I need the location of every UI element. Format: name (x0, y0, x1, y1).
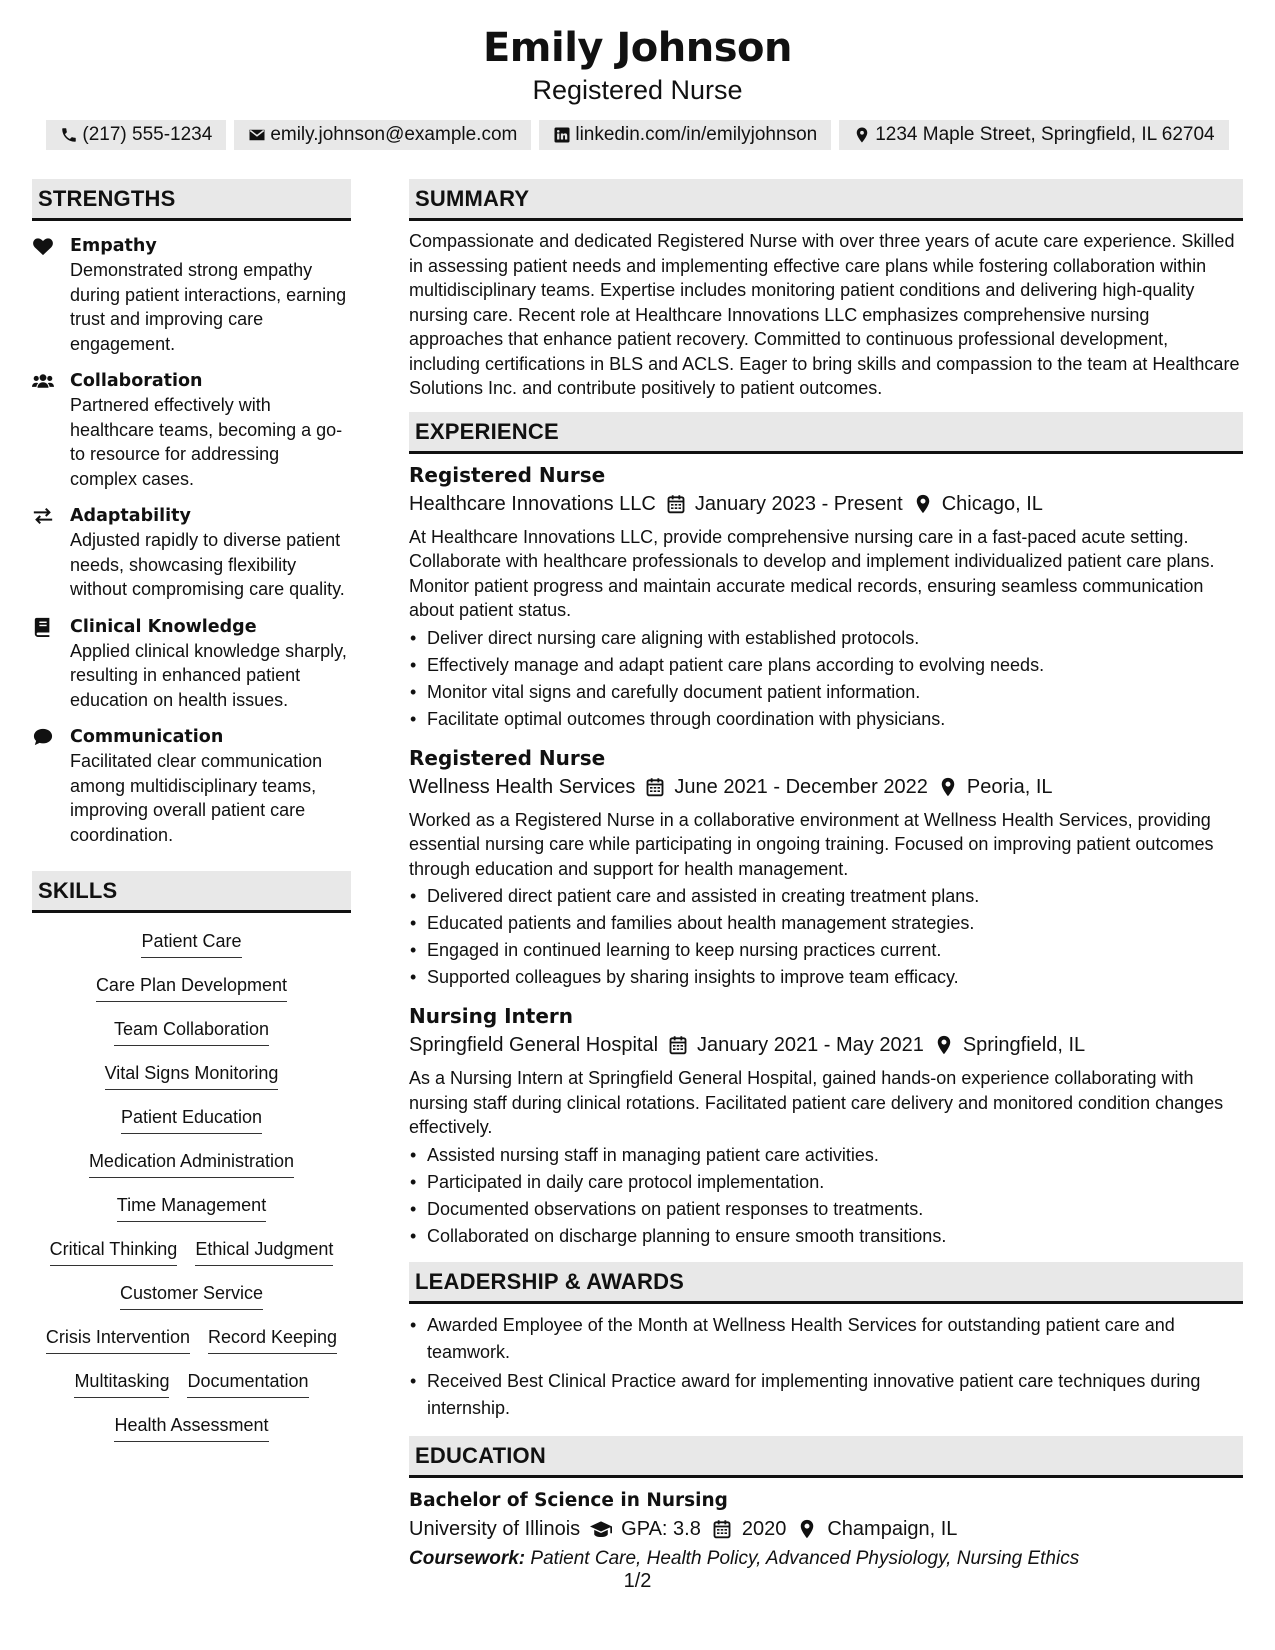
bullet-item: • Collaborated on discharge planning to ensure smooth transitions. (409, 1223, 1243, 1250)
strength-title: Adaptability (70, 506, 191, 526)
bullet-item: • Engaged in continued learning to keep nursing practices current. (409, 937, 1243, 964)
edu-location: Champaign, IL (827, 1517, 958, 1540)
graduation-cap-icon (590, 1519, 612, 1539)
job-dates: June 2021 - December 2022 (674, 775, 928, 798)
awards-heading: LEADERSHIP & AWARDS (409, 1262, 1243, 1304)
awards-list (409, 1312, 1243, 1422)
skill-tag: Multitasking (74, 1369, 169, 1398)
job-dates: January 2021 - May 2021 (697, 1034, 924, 1056)
bullet-item: • Facilitate optimal outcomes through coordination with physicians. (409, 706, 1243, 733)
award-item: • Awarded Employee of the Month at Wellness Health Services for outstanding patient care and teamwork. (409, 1312, 1243, 1366)
skill-tag: Medication Administration (89, 1149, 294, 1178)
skill-tag: Record Keeping (208, 1325, 337, 1354)
strength-item (32, 369, 351, 491)
arrows-exchange-icon (32, 506, 56, 526)
job-title: Registered Nurse (409, 462, 606, 487)
job-location: Chicago, IL (941, 492, 1043, 515)
summary-text: Compassionate and dedicated Registered Nurse with over three years of acute care experience. Skilled in assessing patient needs and implementing effective care plans while fostering collaboration within multidisciplinary teams. Expertise includes monitoring patient conditions and delivering high-quality nursing care. Recent role at Healthcare Innovations LLC emphasizes comprehensive nursing approaches that enhance patient recovery. Committed to continuous professional development, including certifications in BLS and ACLS. Eager to bring skills and compassion to the team at Healthcare Solutions Inc. and contribute positively to patient outcomes. (409, 231, 1240, 398)
job-dates: January 2023 - Present (694, 492, 903, 515)
calendar-icon (666, 494, 686, 514)
skill-tag: Patient Education (121, 1105, 262, 1134)
strength-desc: Demonstrated strong empathy during patient interactions, earning trust and improving care engagement. (70, 260, 347, 354)
skill-tag: Ethical Judgment (195, 1237, 333, 1266)
coursework-list: Patient Care, Health Policy, Advanced Physiology, Nursing Ethics (530, 1547, 1080, 1569)
job-meta (409, 1030, 1243, 1060)
skill-tag: Patient Care (141, 929, 241, 958)
bullet-item: • Assisted nursing staff in managing patient care activities. (409, 1142, 1243, 1169)
job-meta (409, 772, 1243, 802)
strength-title: Clinical Knowledge (70, 616, 257, 637)
strength-desc: Facilitated clear communication among multidisciplinary teams, improving overall patient care coordination. (70, 751, 323, 845)
strength-item (32, 725, 351, 847)
skill-tag: Crisis Intervention (46, 1325, 190, 1354)
bullet-item: • Participated in daily care protocol implementation. (409, 1169, 1243, 1196)
edu-degree: Bachelor of Science in Nursing (409, 1489, 728, 1511)
speech-bubble-icon (32, 727, 56, 747)
job-description: Worked as a Registered Nurse in a collaborative environment at Wellness Health Services, providing essential nursing care while participating in ongoing training. Focused on improving patient outcomes through education and support for health management. (409, 809, 1214, 879)
map-pin-icon (934, 1035, 954, 1055)
bullet-item: • Effectively manage and adapt patient care plans according to evolving needs. (409, 652, 1243, 679)
calendar-icon (645, 777, 665, 797)
strengths-heading: STRENGTHS (32, 179, 351, 221)
education-heading: EDUCATION (409, 1436, 1243, 1478)
contact-phone[interactable] (46, 120, 226, 150)
left-column (32, 179, 351, 1457)
strength-title: Empathy (70, 236, 157, 256)
job-bullets (409, 625, 1243, 733)
contact-bar (0, 120, 1275, 150)
skill-tag: Health Assessment (114, 1413, 268, 1442)
map-pin-icon (938, 777, 958, 797)
strength-desc: Partnered effectively with healthcare teams, becoming a go-to resource for addressing complex cases. (70, 395, 343, 489)
skill-tag: Documentation (187, 1369, 308, 1398)
job-description: As a Nursing Intern at Springfield General Hospital, gained hands-on experience collaborating with nursing staff during clinical rotations. Facilitated patient care delivery and monitored condition changes effectively. (409, 1068, 1224, 1137)
calendar-icon (668, 1035, 688, 1055)
bullet-item: • Educated patients and families about health management strategies. (409, 910, 1243, 937)
address-text: 1234 Maple Street, Springfield, IL 62704 (875, 124, 1215, 145)
envelope-icon (248, 126, 266, 144)
job-entry (409, 1002, 1243, 1250)
strength-item (32, 504, 351, 602)
summary-heading: SUMMARY (409, 179, 1243, 221)
job-company: Springfield General Hospital (409, 1034, 659, 1056)
job-company: Healthcare Innovations LLC (409, 492, 656, 515)
strength-item (32, 615, 351, 713)
job-meta (409, 489, 1243, 519)
linkedin-icon (553, 126, 571, 144)
bullet-item: • Deliver direct nursing care aligning with established protocols. (409, 625, 1243, 652)
phone-icon (60, 126, 78, 144)
map-pin-icon (853, 126, 871, 144)
experience-heading: EXPERIENCE (409, 412, 1243, 454)
skill-tag: Time Management (117, 1193, 266, 1222)
strength-title: Collaboration (70, 371, 203, 391)
bullet-item: • Documented observations on patient responses to treatments. (409, 1196, 1243, 1223)
edu-gpa: GPA: 3.8 (621, 1517, 701, 1540)
map-pin-icon (796, 1519, 818, 1539)
email-text: emily.johnson@example.com (270, 124, 518, 145)
candidate-title: Registered Nurse (532, 75, 743, 105)
job-entry (409, 461, 1243, 733)
job-location: Peoria, IL (966, 775, 1053, 798)
linkedin-text: linkedin.com/in/emilyjohnson (575, 124, 818, 145)
contact-linkedin[interactable] (539, 120, 831, 150)
job-title: Registered Nurse (409, 745, 606, 770)
candidate-name: Emily Johnson (482, 25, 792, 71)
bullet-item: • Supported colleagues by sharing insights to improve team efficacy. (409, 964, 1243, 991)
contact-address[interactable] (839, 120, 1228, 150)
right-column (409, 179, 1243, 1574)
skills-list (32, 929, 351, 1457)
job-description: At Healthcare Innovations LLC, provide comprehensive nursing care in a fast-paced acute setting. Collaborate with healthcare professionals to develop and implement individualized patient care plans. Monitor patient progress and maintain accurate medical records, ensuring seamless communication about patient status. (409, 526, 1215, 620)
coursework-label: Coursework: (409, 1547, 526, 1569)
job-entry (409, 744, 1243, 992)
job-bullets (409, 883, 1243, 991)
strength-title: Communication (70, 727, 224, 747)
strength-item (32, 234, 351, 356)
resume-header (0, 0, 1275, 150)
page-number: 1/2 (623, 1570, 652, 1592)
job-title: Nursing Intern (409, 1004, 574, 1028)
bullet-item: • Monitor vital signs and carefully document patient information. (409, 679, 1243, 706)
strength-desc: Applied clinical knowledge sharply, resulting in enhanced patient education on health issues. (70, 640, 347, 710)
map-pin-icon (913, 494, 933, 514)
skill-tag: Care Plan Development (96, 973, 287, 1002)
edu-year: 2020 (741, 1517, 787, 1540)
skill-tag: Customer Service (120, 1281, 263, 1310)
heart-icon (32, 236, 56, 256)
edu-coursework (409, 1544, 1243, 1574)
skill-tag: Vital Signs Monitoring (105, 1061, 279, 1090)
skill-tag: Critical Thinking (50, 1237, 178, 1266)
edu-meta (409, 1514, 1243, 1544)
skill-tag: Team Collaboration (114, 1017, 269, 1046)
contact-email[interactable] (234, 120, 531, 150)
job-bullets (409, 1142, 1243, 1250)
strength-desc: Adjusted rapidly to diverse patient needs, showcasing flexibility without compromising care quality. (70, 530, 345, 599)
users-icon (32, 371, 56, 391)
calendar-icon (711, 1519, 733, 1539)
book-icon (32, 617, 56, 637)
job-location: Springfield, IL (962, 1034, 1086, 1056)
award-item: • Received Best Clinical Practice award for implementing innovative patient care techniques during internship. (409, 1368, 1243, 1422)
job-company: Wellness Health Services (409, 775, 636, 798)
skills-heading: SKILLS (32, 871, 351, 913)
edu-school: University of Illinois (409, 1517, 581, 1540)
phone-text: (217) 555-1234 (82, 124, 213, 145)
bullet-item: • Delivered direct patient care and assisted in creating treatment plans. (409, 883, 1243, 910)
